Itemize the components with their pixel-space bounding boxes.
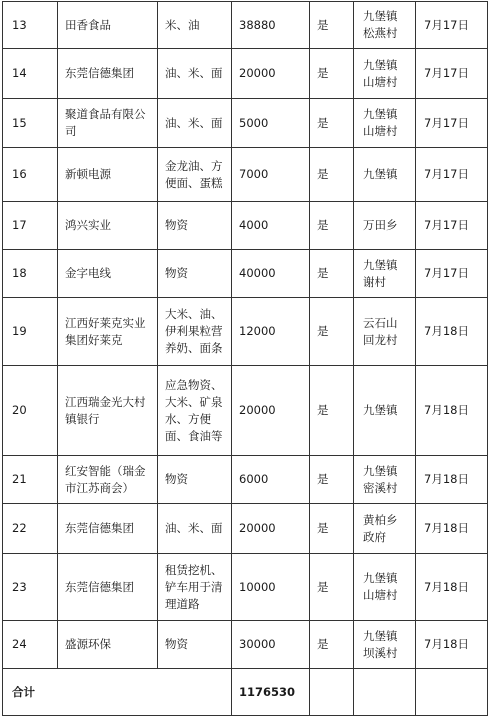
confirmed-flag: 是 (310, 2, 354, 49)
table-row (3, 49, 488, 99)
recipient-place: 九堡镇松燕村 (354, 2, 416, 49)
donation-date: 7月17日 (416, 148, 488, 202)
donation-date: 7月18日 (416, 504, 488, 554)
confirmed-flag: 是 (310, 298, 354, 366)
donor-name: 新顿电源 (58, 148, 158, 202)
donated-items: 租赁挖机、铲车用于清理道路 (158, 554, 232, 621)
donor-name: 红安智能（瑞金市江苏商会） (58, 456, 158, 504)
row-number: 22 (3, 504, 58, 554)
recipient-place: 九堡镇谢村 (354, 250, 416, 298)
table-row (3, 298, 488, 366)
donor-name: 东莞信德集团 (58, 49, 158, 99)
table-row (3, 148, 488, 202)
donation-amount: 20000 (232, 366, 310, 456)
donated-items: 物资 (158, 202, 232, 250)
donated-items: 物资 (158, 621, 232, 669)
donated-items: 油、米、面 (158, 99, 232, 148)
donation-date: 7月18日 (416, 298, 488, 366)
donated-items: 物资 (158, 456, 232, 504)
total-label: 合计 (3, 669, 232, 716)
confirmed-flag: 是 (310, 366, 354, 456)
confirmed-flag: 是 (310, 504, 354, 554)
recipient-place: 九堡镇山塘村 (354, 554, 416, 621)
table-row (3, 202, 488, 250)
donation-amount: 4000 (232, 202, 310, 250)
donation-amount: 40000 (232, 250, 310, 298)
donation-date: 7月17日 (416, 202, 488, 250)
donor-name: 东莞信德集团 (58, 554, 158, 621)
donated-items: 金龙油、方便面、蛋糕 (158, 148, 232, 202)
recipient-place: 九堡镇山塘村 (354, 99, 416, 148)
recipient-place: 云石山回龙村 (354, 298, 416, 366)
empty-cell (354, 669, 416, 716)
donation-table (2, 1, 488, 716)
donor-name: 江西好莱克实业集团好莱克 (58, 298, 158, 366)
table-row (3, 2, 488, 49)
row-number: 21 (3, 456, 58, 504)
recipient-place: 九堡镇山塘村 (354, 49, 416, 99)
table-row (3, 554, 488, 621)
donated-items: 物资 (158, 250, 232, 298)
table-row (3, 366, 488, 456)
donation-amount: 5000 (232, 99, 310, 148)
table-row (3, 99, 488, 148)
confirmed-flag: 是 (310, 456, 354, 504)
table-row (3, 250, 488, 298)
row-number: 24 (3, 621, 58, 669)
donation-date: 7月18日 (416, 456, 488, 504)
row-number: 13 (3, 2, 58, 49)
table-row (3, 456, 488, 504)
donor-name: 东莞信德集团 (58, 504, 158, 554)
row-number: 14 (3, 49, 58, 99)
recipient-place: 九堡镇 (354, 148, 416, 202)
recipient-place: 黄柏乡政府 (354, 504, 416, 554)
donation-date: 7月18日 (416, 621, 488, 669)
row-number: 18 (3, 250, 58, 298)
row-number: 19 (3, 298, 58, 366)
empty-cell (310, 669, 354, 716)
donor-name: 盛源环保 (58, 621, 158, 669)
donation-amount: 20000 (232, 49, 310, 99)
donation-amount: 30000 (232, 621, 310, 669)
donation-amount: 7000 (232, 148, 310, 202)
donation-amount: 20000 (232, 504, 310, 554)
confirmed-flag: 是 (310, 250, 354, 298)
donated-items: 油、米、面 (158, 504, 232, 554)
donation-date: 7月18日 (416, 554, 488, 621)
confirmed-flag: 是 (310, 99, 354, 148)
donation-date: 7月17日 (416, 99, 488, 148)
recipient-place: 九堡镇 (354, 366, 416, 456)
row-number: 15 (3, 99, 58, 148)
row-number: 17 (3, 202, 58, 250)
donation-date: 7月17日 (416, 49, 488, 99)
confirmed-flag: 是 (310, 554, 354, 621)
donor-name: 田香食品 (58, 2, 158, 49)
confirmed-flag: 是 (310, 49, 354, 99)
confirmed-flag: 是 (310, 148, 354, 202)
donated-items: 大米、油、伊利果粒营养奶、面条 (158, 298, 232, 366)
donation-amount: 12000 (232, 298, 310, 366)
donated-items: 油、米、面 (158, 49, 232, 99)
recipient-place: 九堡镇坝溪村 (354, 621, 416, 669)
empty-cell (416, 669, 488, 716)
donor-name: 江西瑞金光大村镇银行 (58, 366, 158, 456)
confirmed-flag: 是 (310, 202, 354, 250)
table-row (3, 504, 488, 554)
donation-amount: 6000 (232, 456, 310, 504)
donation-date: 7月18日 (416, 366, 488, 456)
table-row (3, 621, 488, 669)
donor-name: 聚道食品有限公司 (58, 99, 158, 148)
donation-date: 7月17日 (416, 250, 488, 298)
donation-amount: 10000 (232, 554, 310, 621)
donated-items: 应急物资、大米、矿泉水、方便面、食油等 (158, 366, 232, 456)
confirmed-flag: 是 (310, 621, 354, 669)
donation-date: 7月17日 (416, 2, 488, 49)
recipient-place: 九堡镇密溪村 (354, 456, 416, 504)
row-number: 16 (3, 148, 58, 202)
row-number: 20 (3, 366, 58, 456)
donated-items: 米、油 (158, 2, 232, 49)
total-row (3, 669, 488, 716)
donor-name: 鸿兴实业 (58, 202, 158, 250)
donation-amount: 38880 (232, 2, 310, 49)
total-amount: 1176530 (232, 669, 310, 716)
donor-name: 金字电线 (58, 250, 158, 298)
row-number: 23 (3, 554, 58, 621)
recipient-place: 万田乡 (354, 202, 416, 250)
